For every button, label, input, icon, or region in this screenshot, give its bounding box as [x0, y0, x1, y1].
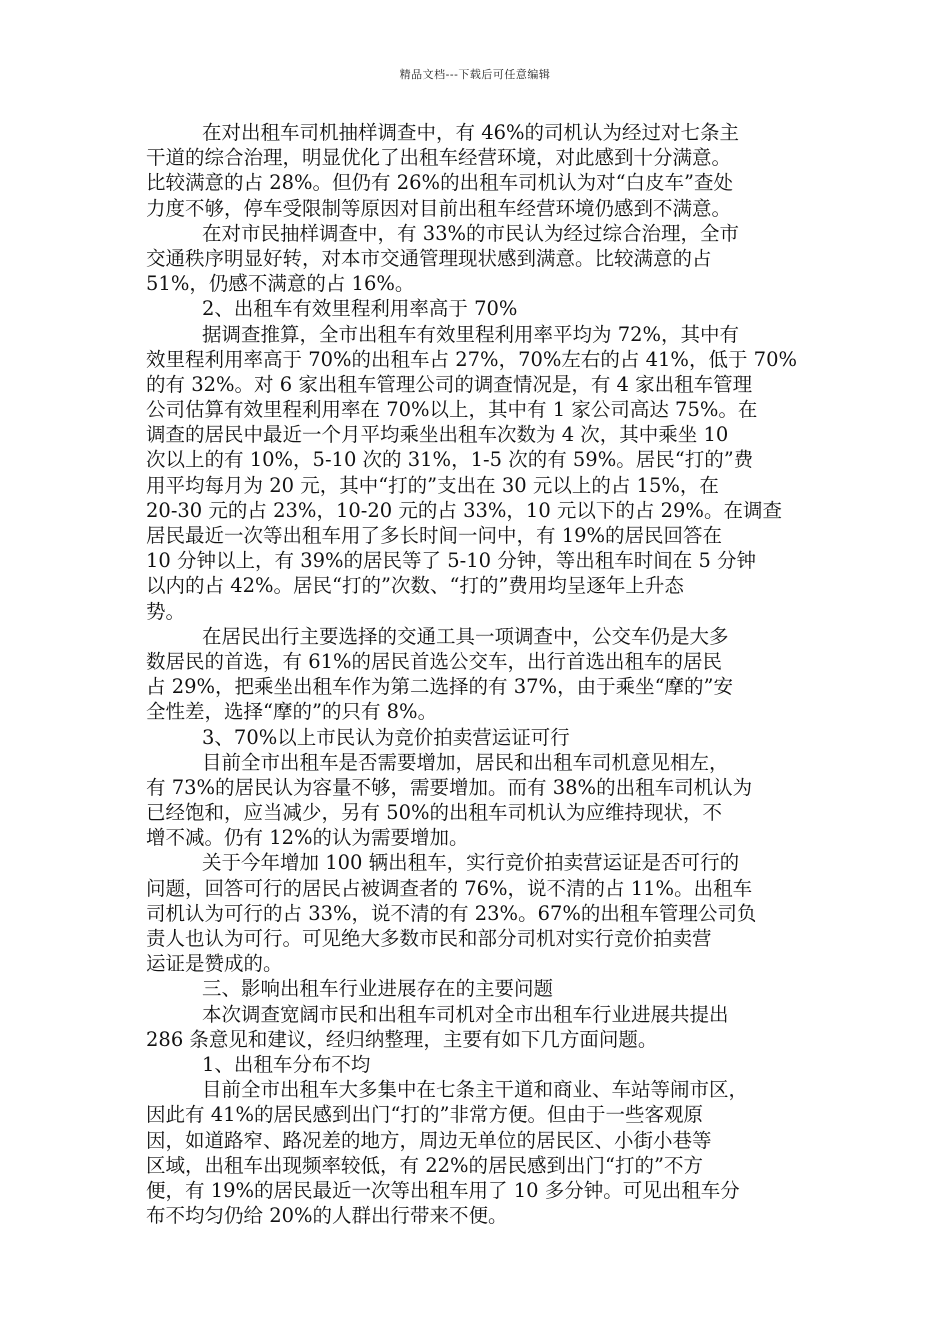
text-line: 因此有 41%的居民感到出门“打的”非常方便。但由于一些客观原 [146, 1103, 703, 1127]
text-line: 三、影响出租车行业进展存在的主要问题 [202, 977, 554, 1001]
text-line: 次以上的有 10%，5-10 次的 31%，1-5 次的有 59%。居民“打的”费 [146, 448, 754, 472]
text-line: 区域，出租车出现频率较低，有 22%的居民感到出门“打的”不方 [146, 1153, 703, 1177]
text-line: 在居民出行主要选择的交通工具一项调查中，公交车仍是大多 [202, 624, 729, 648]
text-line: 据调查推算，全市出租车有效里程利用率平均为 72%，其中有 [202, 322, 740, 346]
text-line: 问题，回答可行的居民占被调查者的 76%，说不清的占 11%。出租车 [146, 876, 753, 900]
text-line: 在对出租车司机抽样调查中，有 46%的司机认为经过对七条主 [202, 121, 740, 144]
text-line: 调查的居民中最近一个月平均乘坐出租车次数为 4 次，其中乘坐 10 [146, 423, 729, 447]
text-line: 便，有 19%的居民最近一次等出租车用了 10 多分钟。可见出租车分 [146, 1178, 740, 1202]
text-line: 目前全市出租车是否需要增加，居民和出租车司机意见相左， [202, 750, 729, 774]
text-line: 关于今年增加 100 辆出租车，实行竞价拍卖营运证是否可行的 [202, 851, 740, 875]
text-line: 本次调查宽阔市民和出租车司机对全市出租车行业进展共提出 [202, 1002, 729, 1026]
text-line: 效里程利用率高于 70%的出租车占 27%，70%左右的占 41%，低于 70% [146, 347, 798, 371]
text-line: 司机认为可行的占 33%，说不清的有 23%。67%的出租车管理公司负 [146, 901, 757, 925]
text-line: 因，如道路窄、路况差的地方，周边无单位的居民区、小街小巷等 [146, 1128, 712, 1152]
text-line: 用平均每月为 20 元，其中“打的”支出在 30 元以上的占 15%，在 [146, 473, 719, 497]
text-line: 增不减。仍有 12%的认为需要增加。 [146, 826, 469, 850]
document-body [146, 120, 806, 1228]
text-line: 在对市民抽样调查中，有 33%的市民认为经过综合治理，全市 [202, 221, 740, 245]
text-line: 以内的占 42%。居民“打的”次数、“打的”费用均呈逐年上升态 [146, 574, 684, 598]
text-line: 目前全市出租车大多集中在七条主干道和商业、车站等闹市区， [202, 1078, 749, 1102]
text-line: 比较满意的占 28%。但仍有 26%的出租车司机认为对“白皮车”查处 [146, 171, 734, 195]
text-line: 交通秩序明显好转，对本市交通管理现状感到满意。比较满意的占 [146, 246, 712, 270]
text-line: 有 73%的居民认为容量不够，需要增加。而有 38%的出租车司机认为 [146, 775, 753, 799]
text-line: 已经饱和，应当减少，另有 50%的出租车司机认为应维持现状，不 [146, 801, 723, 825]
text-line: 20-30 元的占 23%，10-20 元的占 33%，10 元以下的占 29%。在调查 [146, 498, 782, 522]
text-line: 责人也认为可行。可见绝大多数市民和部分司机对实行竞价拍卖营 [146, 927, 712, 950]
text-line: 力度不够，停车受限制等原因对目前出租车经营环境仍感到不满意。 [146, 196, 732, 220]
text-line: 数居民的首选，有 61%的居民首选公交车，出行首选出租车的居民 [146, 649, 723, 673]
text-line: 干道的综合治理，明显优化了出租车经营环境，对此感到十分满意。 [146, 146, 732, 170]
text-line: 运证是赞成的。 [146, 952, 283, 976]
text-line: 公司估算有效里程利用率在 70%以上，其中有 1 家公司高达 75%。在 [146, 398, 758, 422]
text-line: 的有 32%。对 6 家出租车管理公司的调查情况是，有 4 家出租车管理 [146, 372, 753, 396]
text-line: 1、出租车分布不均 [202, 1052, 371, 1076]
text-line: 全性差，选择“摩的”的只有 8%。 [146, 700, 438, 724]
text-line: 10 分钟以上，有 39%的居民等了 5-10 分钟，等出租车时间在 5 分钟 [146, 549, 757, 573]
text-line: 居民最近一次等出租车用了多长时间一问中，有 19%的居民回答在 [146, 524, 723, 547]
text-line: 占 29%，把乘坐出租车作为第二选择的有 37%，由于乘坐“摩的”安 [146, 675, 734, 699]
text-line: 布不均匀仍给 20%的人群出行带来不便。 [146, 1204, 508, 1228]
page-header: 精品文档---下载后可任意编辑 [399, 68, 551, 81]
text-line: 2、出租车有效里程利用率高于 70% [202, 297, 518, 321]
text-line: 3、70%以上市民认为竞价拍卖营运证可行 [202, 725, 570, 749]
text-line: 286 条意见和建议，经归纳整理，主要有如下几方面问题。 [146, 1027, 658, 1051]
text-line: 51%，仍感不满意的占 16%。 [146, 272, 415, 296]
text-line: 势。 [146, 599, 186, 623]
